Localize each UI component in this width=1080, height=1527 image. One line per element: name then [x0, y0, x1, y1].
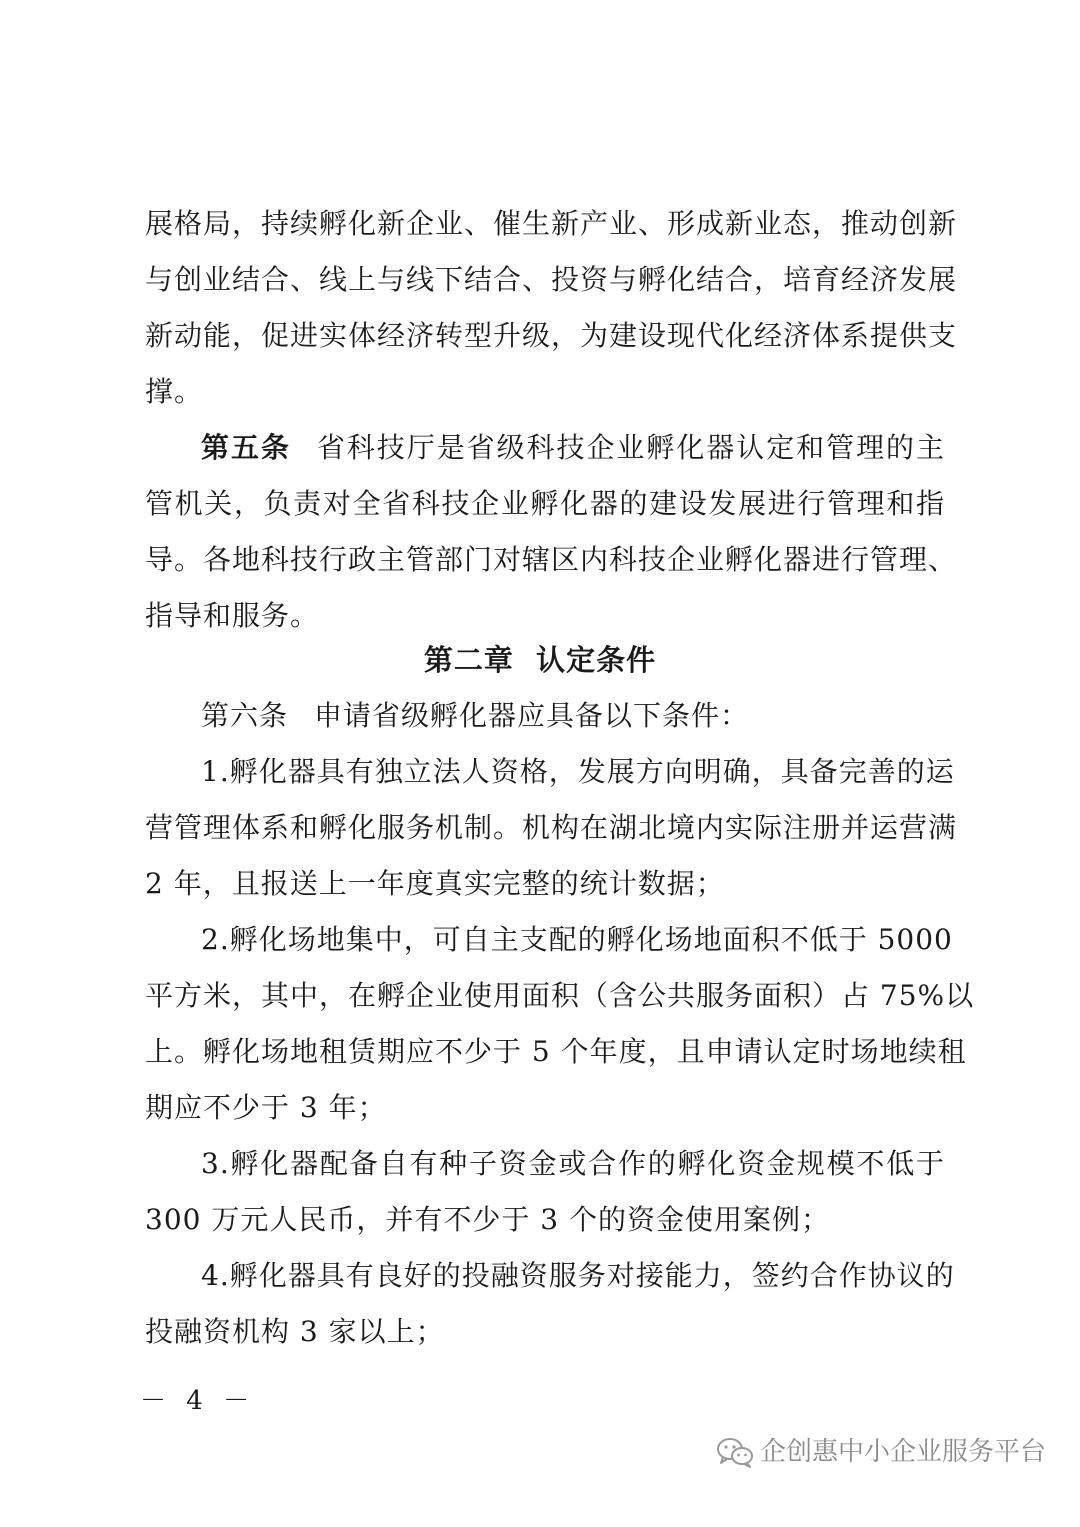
- article-6-text: 申请省级孵化器应具备以下条件：: [314, 699, 750, 732]
- intro-line-2: 与创业结合、线上与线下结合、投资与孵化结合，培育经济发展: [145, 263, 958, 296]
- article-5-text-1: 省科技厅是省级科技企业孵化器认定和管理的主: [316, 431, 945, 464]
- article-6-line: [201, 696, 945, 736]
- item-4-line-2: 投融资机构 3 家以上；: [145, 1315, 445, 1348]
- item-3-line-2: 300 万元人民币，并有不少于 3 个的资金使用案例；: [145, 1203, 830, 1236]
- item-3-line-1: 3.孵化器配备自有种子资金或合作的孵化资金规模不低于: [201, 1147, 945, 1180]
- item-1-line-3: 2 年，且报送上一年度真实完整的统计数据；: [145, 867, 725, 900]
- intro-line-1: 展格局，持续孵化新企业、催生新产业、形成新业态，推动创新: [145, 207, 958, 240]
- page-number: － 4 －: [140, 1386, 256, 1416]
- item-4-line-1: 4.孵化器具有良好的投融资服务对接能力，签约合作协议的: [201, 1259, 955, 1292]
- article-6-label: 第六条: [201, 699, 289, 732]
- intro-line-3: 新动能，促进实体经济转型升级，为建设现代化经济体系提供支: [145, 319, 958, 352]
- watermark-text: 企创惠中小企业服务平台: [759, 1437, 1046, 1467]
- article-5-label: 第五条: [201, 431, 291, 464]
- item-1-line-2: 营管理体系和孵化服务机制。机构在湖北境内实际注册并运营满: [145, 811, 958, 844]
- item-2-line-1: 2.孵化场地集中，可自主支配的孵化场地面积不低于 5000: [201, 923, 953, 956]
- item-2-line-4: 期应不少于 3 年；: [145, 1091, 387, 1124]
- article-5-line-2: 管机关，负责对全省科技企业孵化器的建设发展进行管理和指: [145, 487, 945, 520]
- article-5-line-4: 指导和服务。: [145, 599, 320, 632]
- intro-line-4: 撑。: [145, 375, 204, 408]
- item-2-line-2: 平方米，其中，在孵企业使用面积（含公共服务面积）占 75%以: [145, 979, 975, 1012]
- wechat-icon: [716, 1436, 754, 1468]
- article-5-line-3: 导。各地科技行政主管部门对辖区内科技企业孵化器进行管理、: [145, 543, 958, 576]
- article-5-line-1: [201, 428, 945, 468]
- item-2-line-3: 上。孵化场地租赁期应不少于 5 个年度，且申请认定时场地续租: [145, 1035, 967, 1068]
- watermark: [716, 1435, 1046, 1469]
- chapter-heading: 第二章 认定条件: [423, 643, 657, 677]
- item-1-line-1: 1.孵化器具有独立法人资格，发展方向明确，具备完善的运: [201, 755, 955, 788]
